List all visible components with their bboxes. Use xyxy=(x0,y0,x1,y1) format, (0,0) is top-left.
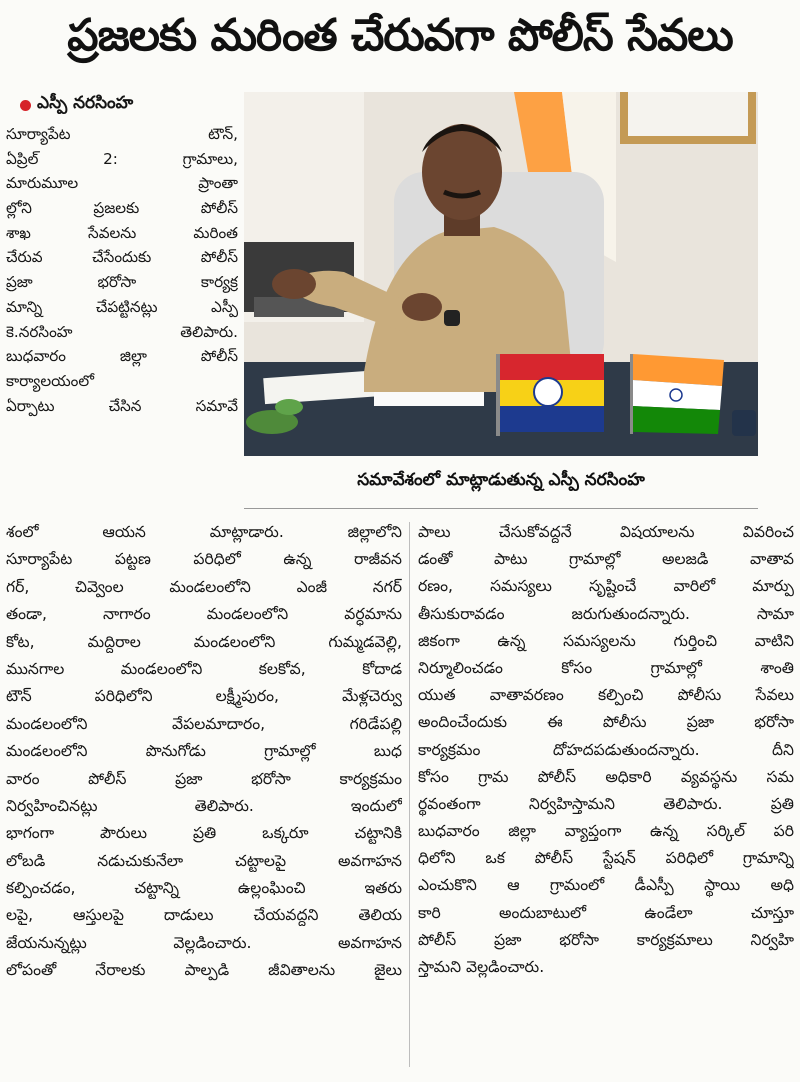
text-line: తీసుకురావడం జరుగుతుందన్నారు. సామా xyxy=(418,604,794,623)
text-line: నిర్వహించినట్లు తెలిపారు. ఇందులో xyxy=(6,796,402,815)
photo-illustration xyxy=(244,92,758,456)
text-line: శంలో ఆయన మాట్లాడారు. జిల్లాలోని xyxy=(6,523,402,541)
article-photo xyxy=(244,92,758,456)
text-line: ర్థవంతంగా నిర్వహిస్తామని తెలిపారు. ప్రతి xyxy=(418,794,794,813)
text-line: మండలంలోని పొనుగోడు గ్రామాల్లో బుధ xyxy=(6,742,402,761)
text-line: భాగంగా పౌరులు ప్రతి ఒక్కరూ చట్టానికి xyxy=(6,824,402,843)
text-line: కార్యక్రమం దోహదపడుతుందన్నారు. దీని xyxy=(418,740,794,759)
bullet-icon xyxy=(20,100,31,111)
text-line: ఏప్రిల్ 2: గ్రామాలు, xyxy=(6,149,238,168)
text-line: లోబడి నడుచుకునేలా చట్టాలపై అవగాహన xyxy=(6,851,402,870)
text-line: కోట, మద్దిరాల మండలంలోని గుమ్మడవెల్లి, xyxy=(6,632,402,651)
text-line: మునగాల మండలంలోని కలకోవ, కోదాడ xyxy=(6,659,402,678)
text-line: యుత వాతావరణం కల్పించి పోలీసు సేవలు xyxy=(418,686,794,705)
column-divider xyxy=(409,522,410,1067)
text-line: కె.నరసింహ తెలిపారు. xyxy=(6,322,238,341)
text-line: మారుమూల ప్రాంతా xyxy=(6,174,238,193)
text-line: ఏర్పాటు చేసిన సమావే xyxy=(6,396,238,415)
text-line: కార్యాలయంలో xyxy=(6,371,94,390)
text-line: కోసం గ్రామ పోలీస్ అధికారి వ్యవస్థను సమ xyxy=(418,767,794,786)
text-line: వారం పోలీస్ ప్రజా భరోసా కార్యక్రమం xyxy=(6,769,402,788)
text-line: పోలీస్ ప్రజా భరోసా కార్యక్రమాలు నిర్వహి xyxy=(418,930,794,949)
text-line: లపై, ఆస్తులపై దాడులు చేయవద్దని తెలియ xyxy=(6,906,402,925)
text-line: బుధవారం జిల్లా వ్యాప్తంగా ఉన్న సర్కిల్ పరి xyxy=(418,822,794,841)
text-line: జేయనున్నట్లు వెల్లడించారు. అవగాహన xyxy=(6,933,402,952)
text-line: ప్రజా భరోసా కార్యక్ర xyxy=(6,273,238,292)
text-line: ల్లోని ప్రజలకు పోలీస్ xyxy=(6,199,238,218)
text-line: సూర్యాపేట టౌన్, xyxy=(6,125,238,143)
text-line: చేరువ చేసేందుకు పోలీస్ xyxy=(6,248,238,267)
text-line: నిర్మూలించడం కోసం గ్రామాల్లో శాంతి xyxy=(418,658,794,677)
body-column-left xyxy=(6,519,402,985)
text-line: పాలు చేసుకోవద్దనే విషయాలను వివరించ xyxy=(418,523,794,541)
text-line: రణం, సమస్యలు సృష్టించే వారిలో మార్పు xyxy=(418,577,794,596)
intro-column xyxy=(6,122,238,418)
text-line: శాఖ సేవలను మరింత xyxy=(6,223,238,242)
headline: ప్రజలకు మరింత చేరువగా పోలీస్ సేవలు xyxy=(67,10,733,61)
text-line: బుధవారం జిల్లా పోలీస్ xyxy=(6,347,238,366)
text-line: స్తామని వెల్లడించారు. xyxy=(418,958,545,976)
text-line: ధిలోని ఒక పోలీస్ స్టేషన్ పరిధిలో గ్రామాన్ని xyxy=(418,849,794,868)
text-line: జికంగా ఉన్న సమస్యలను గుర్తించి వాటిని xyxy=(418,631,794,650)
text-line: టౌన్ పరిధిలోని లక్ష్మీపురం, మేళ్లచెర్వు xyxy=(6,687,402,706)
text-line: లోపంతో నేరాలకు పాల్పడి జీవితాలను జైలు xyxy=(6,961,402,980)
byline-text: ఎస్పీ నరసింహ xyxy=(37,93,134,113)
text-line: మాన్ని చేపట్టినట్లు ఎస్పీ xyxy=(6,297,238,316)
byline xyxy=(20,92,133,118)
text-line: కారి అందుబాటులో ఉండేలా చూస్తూ xyxy=(418,903,794,922)
photo-caption: సమావేశంలో మాట్లాడుతున్న ఎస్పీ నరసింహ xyxy=(357,470,645,490)
body-column-right xyxy=(418,519,794,981)
text-line: సూర్యాపేట పట్టణ పరిధిలో ఉన్న రాజీవన xyxy=(6,550,402,569)
text-line: తండా, నాగారం మండలంలోని వర్ధమాను xyxy=(6,605,402,624)
text-line: కల్పించడం, చట్టాన్ని ఉల్లంఘించి ఇతరు xyxy=(6,879,402,898)
caption-divider xyxy=(244,508,758,509)
text-line: ఎంచుకొని ఆ గ్రామంలో డీఎస్పీ స్థాయి అధి xyxy=(418,876,794,895)
text-line: డంతో పాటు గ్రామాల్లో అలజడి వాతావ xyxy=(418,550,794,569)
text-line: మండలంలోని వేపలమాదారం, గరిడేపల్లి xyxy=(6,714,402,733)
text-line: గర్, చివ్వెంల మండలంలోని ఎంజీ నగర్ xyxy=(6,577,402,596)
text-line: అందించేందుకు ఈ పోలీసు ప్రజా భరోసా xyxy=(418,713,794,732)
